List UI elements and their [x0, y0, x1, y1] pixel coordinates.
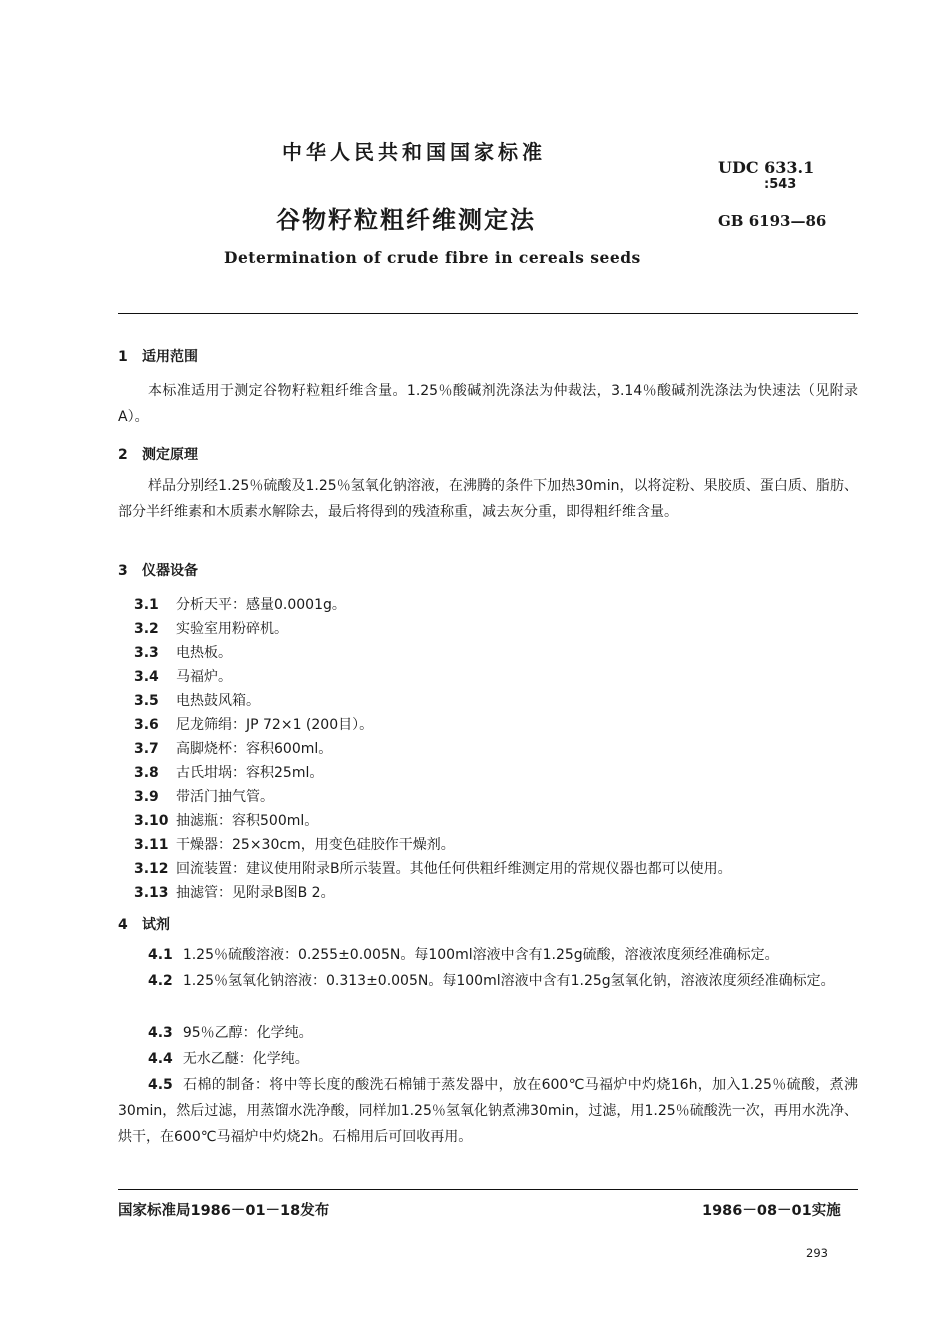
- english-title: Determination of crude fibre in cereals seeds: [224, 248, 641, 267]
- list-item: 3.11 干燥器：25×30cm，用变色硅胶作干燥剂。: [134, 837, 455, 853]
- list-item: 3.4 马福炉。: [134, 669, 232, 685]
- list-item: 3.7 高脚烧杯：容积600ml。: [134, 741, 333, 757]
- udc-subcode: :543: [764, 177, 797, 192]
- list-item: 4.5 石棉的制备：将中等长度的酸洗石棉铺于蒸发器中，放在600℃马福炉中灼烧16h，加入1.25％硫酸，煮沸30min，然后过滤，用蒸馏水洗净酸，同样加1.25％氢氧化钠煮沸30min，过滤，用1.25％硫酸洗一次，再用水洗净、烘干，在600℃马福炉中灼烧2h。石棉用后可回收再用。: [118, 1077, 858, 1145]
- section-number: 3: [118, 563, 128, 579]
- section-number: 2: [118, 447, 128, 463]
- udc-code: UDC 633.1: [718, 158, 815, 177]
- section-title: 试剂: [142, 917, 170, 933]
- section-number: 1: [118, 349, 128, 365]
- list-item: 3.3 电热板。: [134, 645, 232, 661]
- section-1-heading: [118, 346, 198, 366]
- list-item: 3.9 带活门抽气管。: [134, 789, 274, 805]
- footer-divider: [118, 1189, 858, 1190]
- header-divider: [118, 313, 858, 314]
- list-item: 3.12 回流装置：建议使用附录B所示装置。其他任何供粗纤维测定用的常规仪器也都可以使用。: [134, 861, 732, 877]
- section-number: 4: [118, 917, 128, 933]
- section-4-heading: [118, 914, 170, 934]
- list-item: 4.3 95％乙醇：化学纯。: [148, 1025, 313, 1041]
- list-item: 3.1 分析天平：感量0.0001g。: [134, 597, 346, 613]
- list-item: 4.2 1.25％氢氧化钠溶液：0.313±0.005N。每100ml溶液中含有1.25g氢氧化钠，溶液浓度须经准确标定。: [148, 973, 835, 989]
- list-item: 4.1 1.25％硫酸溶液：0.255±0.005N。每100ml溶液中含有1.25g硫酸，溶液浓度须经准确标定。: [148, 947, 779, 963]
- issued-date: 国家标准局1986－01－18发布: [118, 1203, 330, 1219]
- document-title: 谷物籽粒粗纤维测定法: [276, 206, 536, 234]
- list-item: 3.13 抽滤管：见附录B图B 2。: [134, 885, 335, 901]
- list-item: 3.2 实验室用粉碎机。: [134, 621, 288, 637]
- list-item: 3.8 古氏坩埚：容积25ml。: [134, 765, 324, 781]
- section-1-text: 本标准适用于测定谷物籽粒粗纤维含量。1.25％酸碱剂洗涤法为仲裁法，3.14％酸碱剂洗涤法为快速法（见附录A）。: [118, 383, 858, 425]
- list-item: 3.6 尼龙筛绢：JP 72×1 (200目）。: [134, 717, 374, 733]
- section-2-text: 样品分别经1.25％硫酸及1.25％氢氧化钠溶液，在沸腾的条件下加热30min，以将淀粉、果胶质、蛋白质、脂肪、部分半纤维素和木质素水解除去，最后将得到的残渣称重，减去灰分重，即得粗纤维含量。: [118, 478, 858, 520]
- section-3-heading: [118, 560, 198, 580]
- list-item: 4.4 无水乙醚：化学纯。: [148, 1051, 309, 1067]
- list-item: 3.10 抽滤瓶：容积500ml。: [134, 813, 319, 829]
- list-item: 3.5 电热鼓风箱。: [134, 693, 260, 709]
- standard-name: 中华人民共和国国家标准: [282, 140, 546, 164]
- effective-date: 1986－08－01实施: [702, 1203, 841, 1219]
- gb-code: GB 6193—86: [718, 212, 827, 230]
- section-title: 测定原理: [142, 447, 198, 463]
- section-2-heading: [118, 444, 198, 464]
- section-title: 仪器设备: [142, 563, 198, 579]
- page-number: 293: [806, 1246, 828, 1260]
- section-title: 适用范围: [142, 349, 198, 365]
